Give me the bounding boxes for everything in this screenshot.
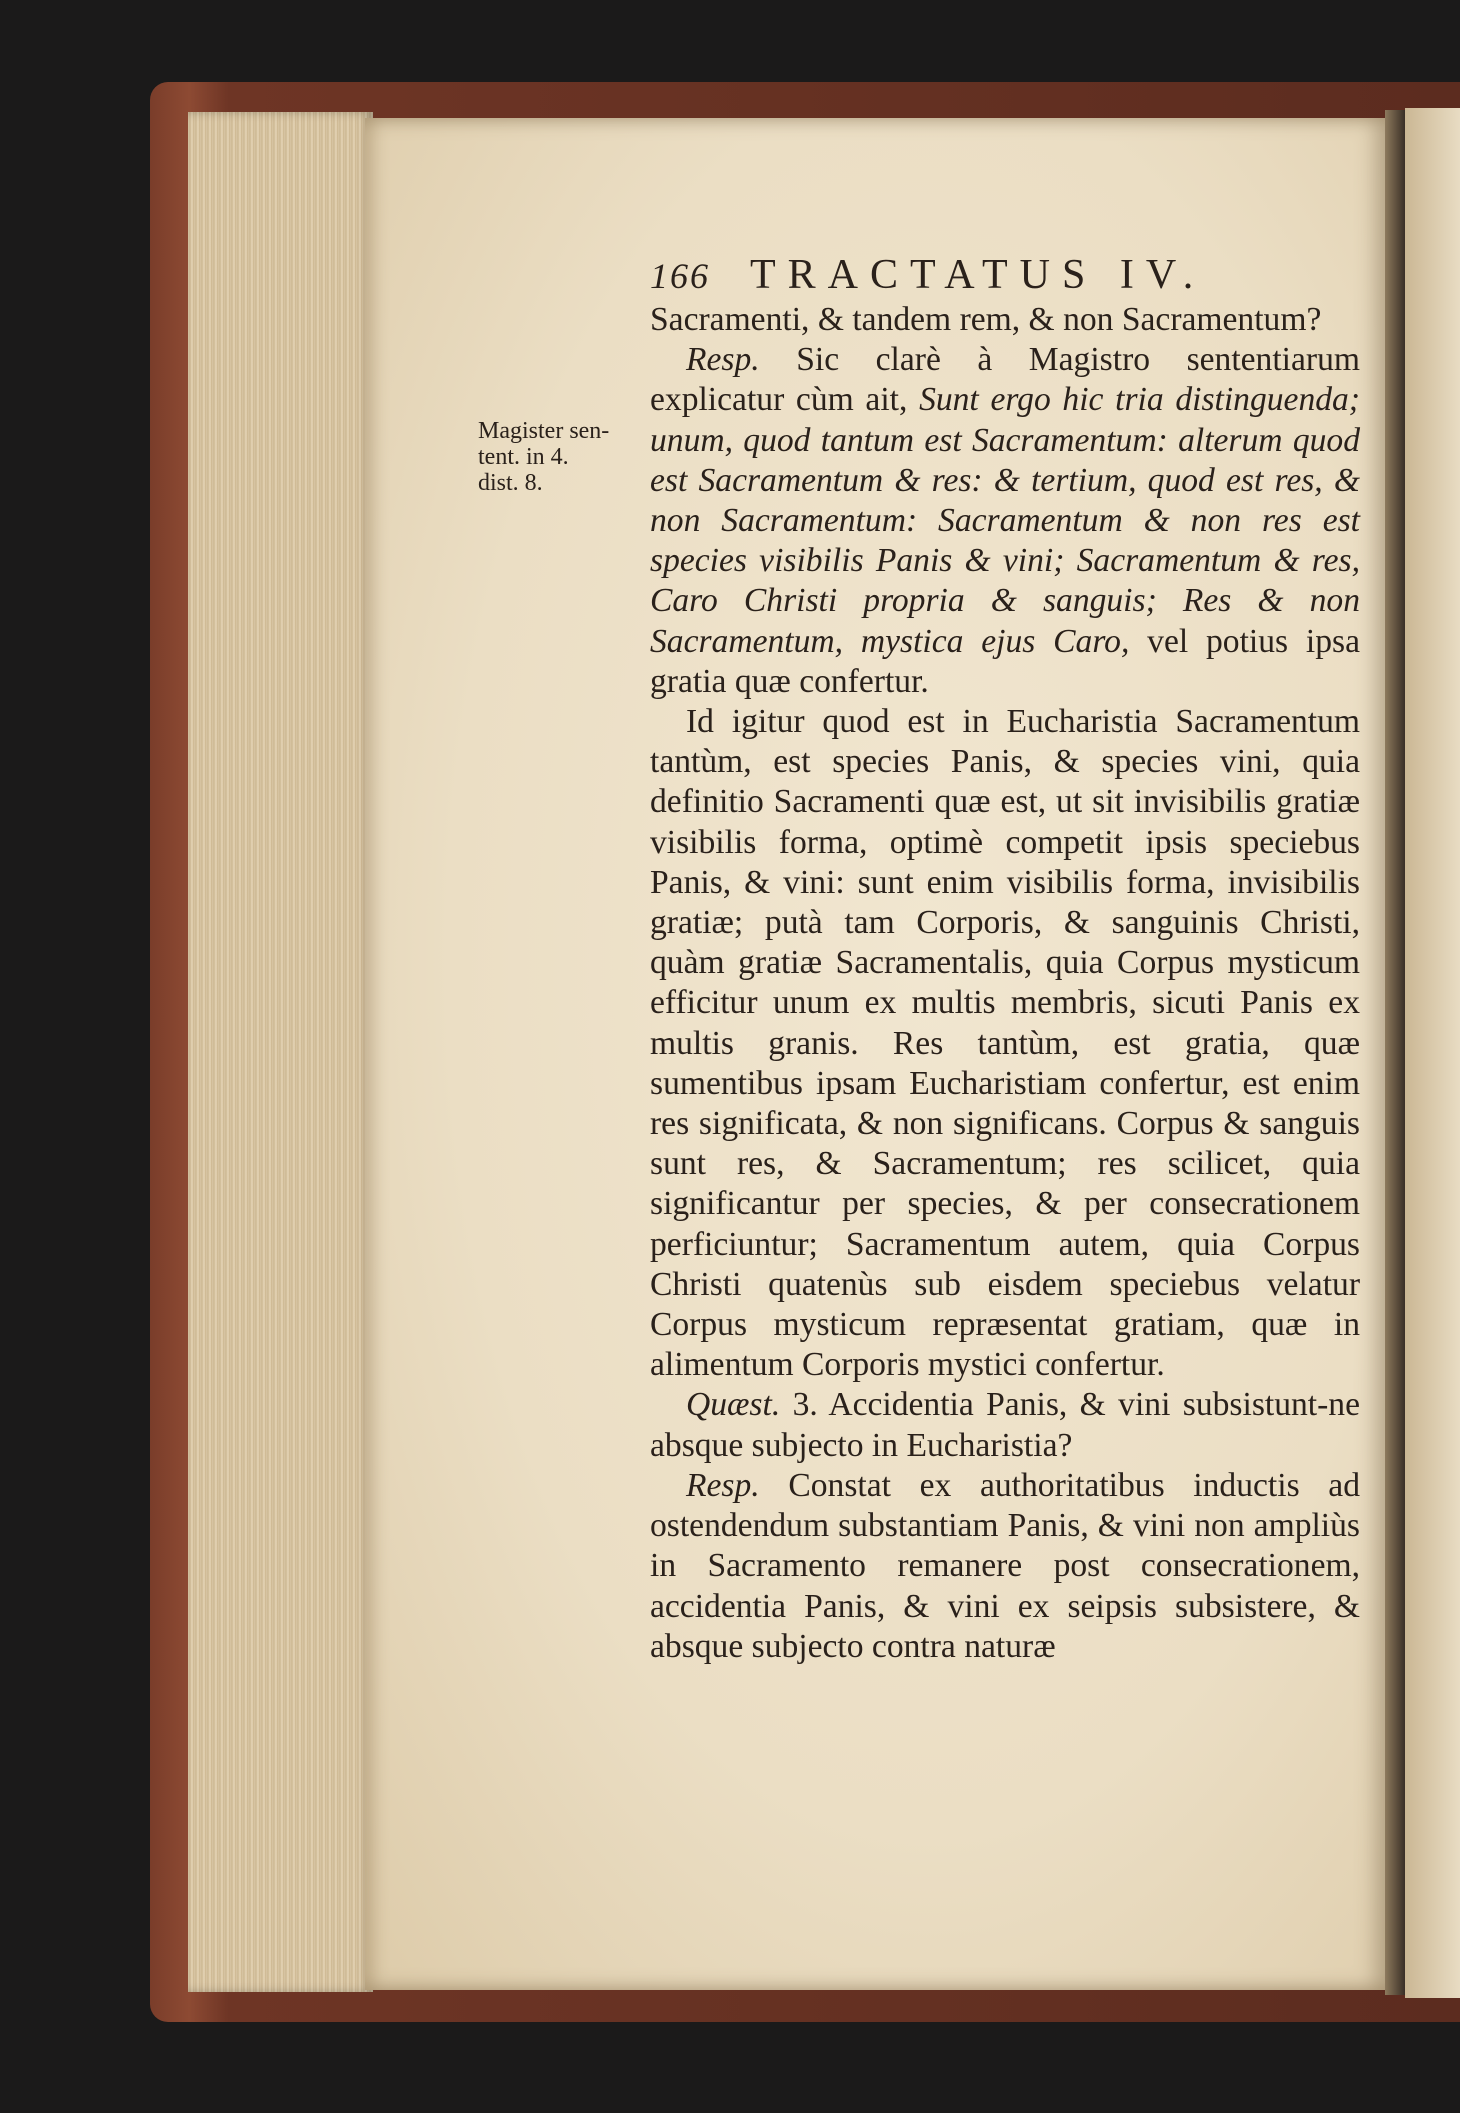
resp-label: Resp. <box>686 341 760 379</box>
page-text <box>650 250 1360 1667</box>
margin-note-line: Magister sen- <box>478 418 610 444</box>
page-edges <box>188 112 373 1992</box>
paragraph-text: Constat ex authoritatibus inductis ad ostendendum substantiam Panis, & vini non ampliùs in Sacramento remanere post consecrationem, accidentia Panis, & vini ex seipsis subsistere, & absque subjecto contra naturæ <box>650 1466 1360 1665</box>
paragraph-text: Sic clarè à Magistro sententiarum explicatur cùm ait, <box>650 341 1360 419</box>
paragraph-text: 3. Accidentia Panis, & vini subsistunt-ne absque subjecto in Eucharistia? <box>650 1386 1360 1464</box>
paragraph <box>650 1385 1360 1465</box>
quaest-label: Quæst. <box>686 1386 781 1424</box>
book-gutter <box>1385 110 1405 1995</box>
margin-note-line: dist. 8. <box>478 470 543 496</box>
paragraph <box>650 1466 1360 1667</box>
paragraph <box>650 300 1360 340</box>
paragraph <box>650 702 1360 1385</box>
margin-note-line: tent. in 4. <box>478 444 569 470</box>
paragraph-text: vel potius ipsa gratia quæ confertur. <box>650 622 1360 700</box>
page-number: 166 <box>650 256 710 296</box>
paragraph-text: Sacramenti, & tandem rem, & non Sacramentum? <box>650 301 1322 338</box>
page-header <box>650 250 1360 300</box>
running-title: TRACTATUS IV. <box>750 252 1206 298</box>
quotation: Sunt ergo hic tria distinguenda; unum, quod tantum est Sacramentum: alterum quod est Sacramentum & res: & tertium, quod est res, & non Sacramentum: Sacramentum & non res est species visibilis Panis & vini; Sacramentum & res, Caro Christi propria & sanguis; Res & non Sacramentum, mystica ejus Caro, <box>650 381 1360 660</box>
paragraph-text: Id igitur quod est in Eucharistia Sacramentum tantùm, est species Panis, & species vini, quia definitio Sacramenti quæ est, ut sit invisibilis gratiæ visibilis forma, optimè competit ipsis speciebus Panis, & vini: sunt enim visibilis forma, invisibilis gratiæ; putà tam Corporis, & sanguinis Christi, quàm gratiæ Sacramentalis, quia Corpus mysticum efficitur unum ex multis membris, sicuti Panis ex multis granis. Res tantùm, est gratia, quæ sumentibus ipsam Eucharistiam confertur, est enim res significata, & non significans. Corpus & sanguis sunt res, & Sacramentum; res scilicet, quia significantur per species, & per consecrationem perficiuntur; Sacramentum autem, quia Corpus Christi quatenùs sub eisdem speciebus velatur Corpus mysticum repræsentat gratiam, quæ in alimentum Corporis mystici confertur. <box>650 703 1360 1384</box>
resp-label: Resp. <box>686 1466 760 1504</box>
margin-note <box>478 418 648 496</box>
facing-page-edge <box>1405 108 1460 1998</box>
paragraph <box>650 340 1360 702</box>
